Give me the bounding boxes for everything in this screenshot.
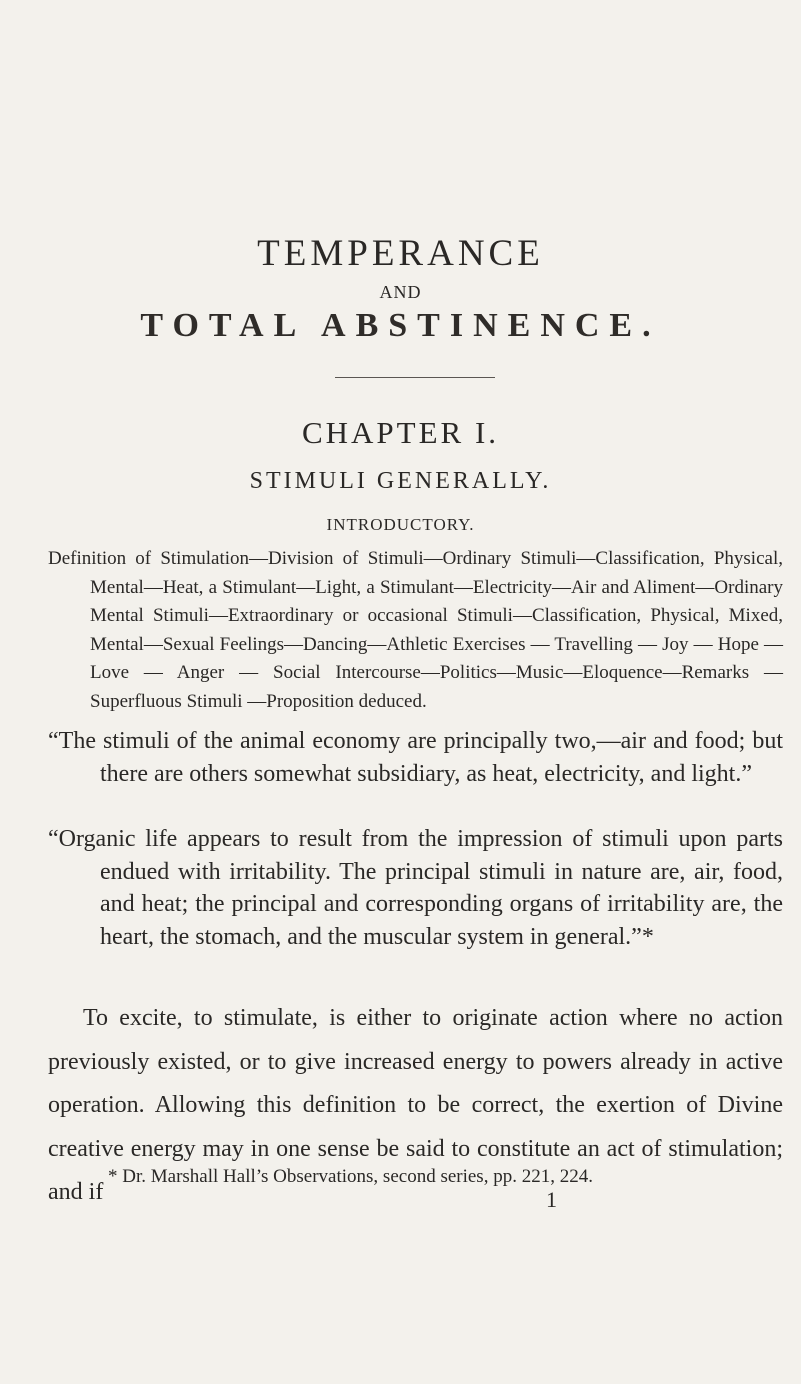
title-divider xyxy=(335,377,495,378)
chapter-synopsis: Definition of Stimulation—Division of Stimuli—Ordinary Stimuli—Classification, Physical, Mental—Heat, a Stimulant—Light, a Stimulant—Electricity—Air and Aliment—Ordinary Mental Stimuli—Extraordinary or occasional Stimuli—Classification, Physical, Mixed, Mental—Sexual Feelings—Dancing—Athletic Exercises — Travelling — Joy — Hope — Love — Anger — Social Intercourse—Politics—Music—Eloquence—Remarks — Superfluous Stimuli —Proposition deduced. xyxy=(48,548,783,712)
page-title: TEMPERANCE xyxy=(257,233,544,274)
footnote: * Dr. Marshall Hall’s Observations, second series, pp. 221, 224. xyxy=(108,1166,593,1187)
chapter-intro-label: INTRODUCTORY. xyxy=(326,515,475,534)
quote-paragraph: “The stimuli of the animal economy are principally two,—air and food; but there are others somewhat subsidiary, as heat, electricity, and light.” xyxy=(48,728,783,787)
quote-paragraph: “Organic life appears to result from the impression of stimuli upon parts endued with irritability. The principal stimuli in nature are, air, food, and heat; the principal and corresponding organs of irritability are, the heart, the stomach, and the muscular system in general.”* xyxy=(48,826,783,950)
body-paragraph: To excite, to stimulate, is either to originate action where no action previously existed, or to give increased energy to powers already in active operation. Allowing this definition to be correct, the exertion of Divine creative energy may in one sense be said to constitute an act of stimulation; and if xyxy=(48,1005,783,1205)
chapter-number: CHAPTER I. xyxy=(301,415,500,450)
chapter-title: STIMULI GENERALLY. xyxy=(249,468,552,494)
page-subtitle: TOTAL ABSTINENCE. xyxy=(140,307,661,344)
signature-mark: 1 xyxy=(546,1187,557,1212)
title-conjunction: AND xyxy=(379,282,422,302)
